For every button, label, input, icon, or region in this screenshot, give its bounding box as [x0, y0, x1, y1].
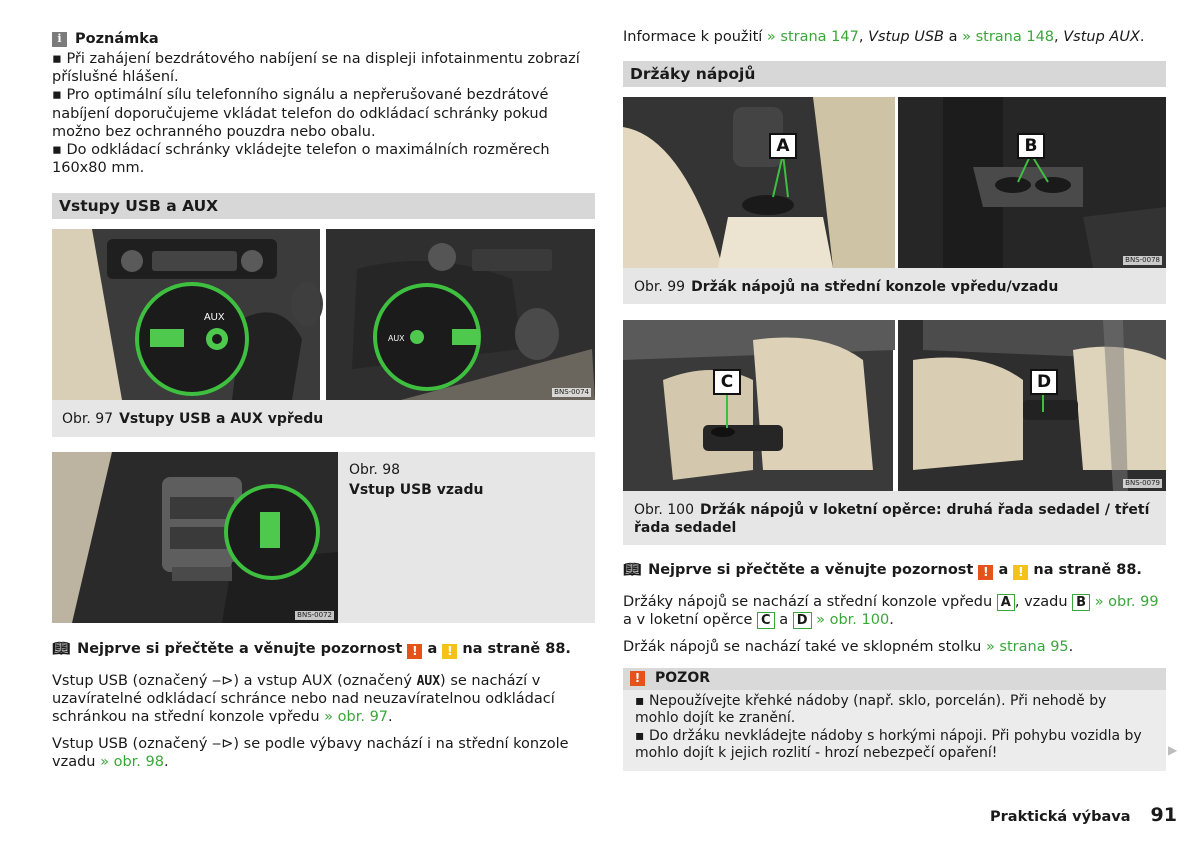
warning-title: POZOR: [655, 670, 710, 686]
usb-symbol-icon: ‒⊳: [212, 673, 234, 689]
figure-100-title: Držák nápojů v loketní opěrce: druhá řada sedadel / třetí řada sedadel: [634, 502, 1150, 536]
figure-98: [52, 452, 595, 623]
figure-97-number: Obr. 97: [62, 411, 114, 427]
warning-body: [623, 690, 1166, 771]
book-icon: 📖︎: [623, 562, 641, 578]
note-item: ▪ Pro optimální sílu telefonního signálu a nepřerušované bezdrátové nabíjení doporučujeme vkládat telefon do odkládací schránky pokud možno bez ochranného pouzdra nebo obalu.: [52, 87, 549, 140]
cupholder-paragraph-1: Držáky nápojů se nachází a střední konzole vpředu A , vzadu B » obr. 99 a v loketní opěrce C a D » obr. 100.: [623, 594, 1159, 629]
read-first-left: 📖︎ Nejprve si přečtěte a věnujte pozornost ! a ! na straně 88.: [52, 641, 571, 658]
figure-99-label-b: B: [1017, 133, 1045, 159]
figure-99-image: [623, 97, 1166, 268]
warning-header: [623, 668, 1166, 690]
link-obr-98[interactable]: » obr. 98: [100, 754, 164, 771]
info-icon: i: [52, 32, 67, 47]
warning-yellow-icon: !: [442, 644, 457, 659]
cupholders-armrest-illustration: [623, 320, 1166, 491]
figure-98-image: [52, 452, 338, 623]
figure-97-title: Vstupy USB a AUX vpředu: [119, 411, 324, 427]
footer: [990, 804, 1177, 828]
figure-100-code: BNS-0079: [1125, 479, 1160, 488]
usb-aux-front-illustration: [52, 229, 595, 400]
link-obr-100[interactable]: » obr. 100: [816, 612, 890, 629]
continue-arrow-icon: ▶: [1168, 743, 1178, 757]
aux-symbol: AUX: [416, 674, 441, 689]
warning-red-icon: !: [630, 671, 645, 686]
ref-label-d: D: [793, 612, 812, 629]
note-item: ▪ Do odkládací schránky vkládejte telefon o maximálních rozměrech 160x80 mm.: [52, 141, 550, 176]
usb-aux-paragraph-2: Vstup USB (označený ‒⊳) se podle výbavy nachází i na střední konzole vzadu » obr. 98.: [52, 736, 569, 771]
note-item: ▪ Při zahájení bezdrátového nabíjení se na displeji infotainmentu zobrazí příslušné hlášení.: [52, 51, 580, 86]
usb-symbol-icon: ‒⊳: [212, 736, 234, 752]
intro-line: Informace k použití » strana 147, Vstup USB a » strana 148, Vstup AUX.: [623, 29, 1145, 45]
figure-100: [623, 320, 1166, 545]
figure-99-number: Obr. 99: [634, 279, 686, 295]
figure-97: [52, 229, 595, 437]
warning-item: ▪ Do držáku nevkládejte nádoby s horkými nápoji. Při pohybu vozidla by mohlo dojít k jejich rozlití - hrozí nebezpečí opaření!: [635, 727, 1142, 761]
warning-red-icon: !: [407, 644, 422, 659]
cupholder-paragraph-2: Držák nápojů se nachází také ve sklopném stolku » strana 95.: [623, 639, 1074, 655]
figure-100-label-d: D: [1030, 369, 1058, 395]
read-first-right: 📖︎ Nejprve si přečtěte a věnujte pozornost ! a ! na straně 88.: [623, 562, 1142, 579]
figure-100-image: [623, 320, 1166, 491]
figure-99-code: BNS-0078: [1125, 256, 1160, 265]
figure-98-title: Vstup USB vzadu: [349, 481, 484, 498]
warning-box: [623, 668, 1166, 771]
book-icon: 📖︎: [52, 641, 70, 657]
figure-97-code: BNS-0074: [554, 388, 589, 397]
link-obr-99[interactable]: » obr. 99: [1094, 594, 1159, 610]
figure-98-number: Obr. 98: [349, 462, 401, 478]
ref-label-a: A: [997, 594, 1015, 611]
figure-97-image: [52, 229, 595, 400]
section-title-usb-aux: Vstupy USB a AUX: [52, 193, 595, 219]
figure-99-label-a: A: [769, 133, 797, 159]
section-title-cupholders: Držáky nápojů: [623, 61, 1166, 87]
figure-99-caption: [634, 279, 1058, 297]
usb-aux-paragraph-1: Vstup USB (označený ‒⊳) a vstup AUX (označený AUX) se nachází v uzavíratelné odkládací schránce nebo nad neuzavíratelnou odkládací schránkou na střední konzole vpředu » obr. 97.: [52, 673, 555, 726]
figure-98-caption: [349, 462, 579, 499]
link-obr-97[interactable]: » obr. 97: [324, 709, 389, 726]
ref-label-b: B: [1072, 594, 1090, 611]
ref-label-c: C: [757, 612, 775, 629]
figure-100-label-c: C: [713, 369, 741, 395]
usb-rear-illustration: [52, 452, 338, 623]
figure-98-code: BNS-0072: [297, 611, 332, 620]
figure-100-caption: [634, 502, 1159, 537]
warning-red-icon: !: [978, 565, 993, 580]
warning-yellow-icon: !: [1013, 565, 1028, 580]
aux-label-left: AUX: [204, 312, 225, 323]
link-strana-148[interactable]: » strana 148: [962, 29, 1055, 45]
warning-item: ▪ Nepoužívejte křehké nádoby (např. sklo, porcelán). Při nehodě by mohlo dojít ke zranění.: [635, 692, 1107, 726]
page-number: 91: [1150, 804, 1177, 826]
link-strana-147[interactable]: » strana 147: [766, 29, 859, 45]
footer-section: Praktická výbava: [990, 809, 1131, 825]
cupholders-console-illustration: [623, 97, 1166, 268]
figure-99: [623, 97, 1166, 304]
note-title: Poznámka: [75, 31, 159, 47]
figure-97-caption: [62, 411, 323, 429]
aux-label-right: AUX: [388, 334, 405, 343]
note-header: [52, 30, 592, 48]
note-block: [52, 30, 592, 177]
link-strana-95[interactable]: » strana 95: [985, 639, 1069, 655]
figure-100-number: Obr. 100: [634, 502, 694, 518]
figure-99-title: Držák nápojů na střední konzole vpředu/vzadu: [691, 279, 1059, 295]
